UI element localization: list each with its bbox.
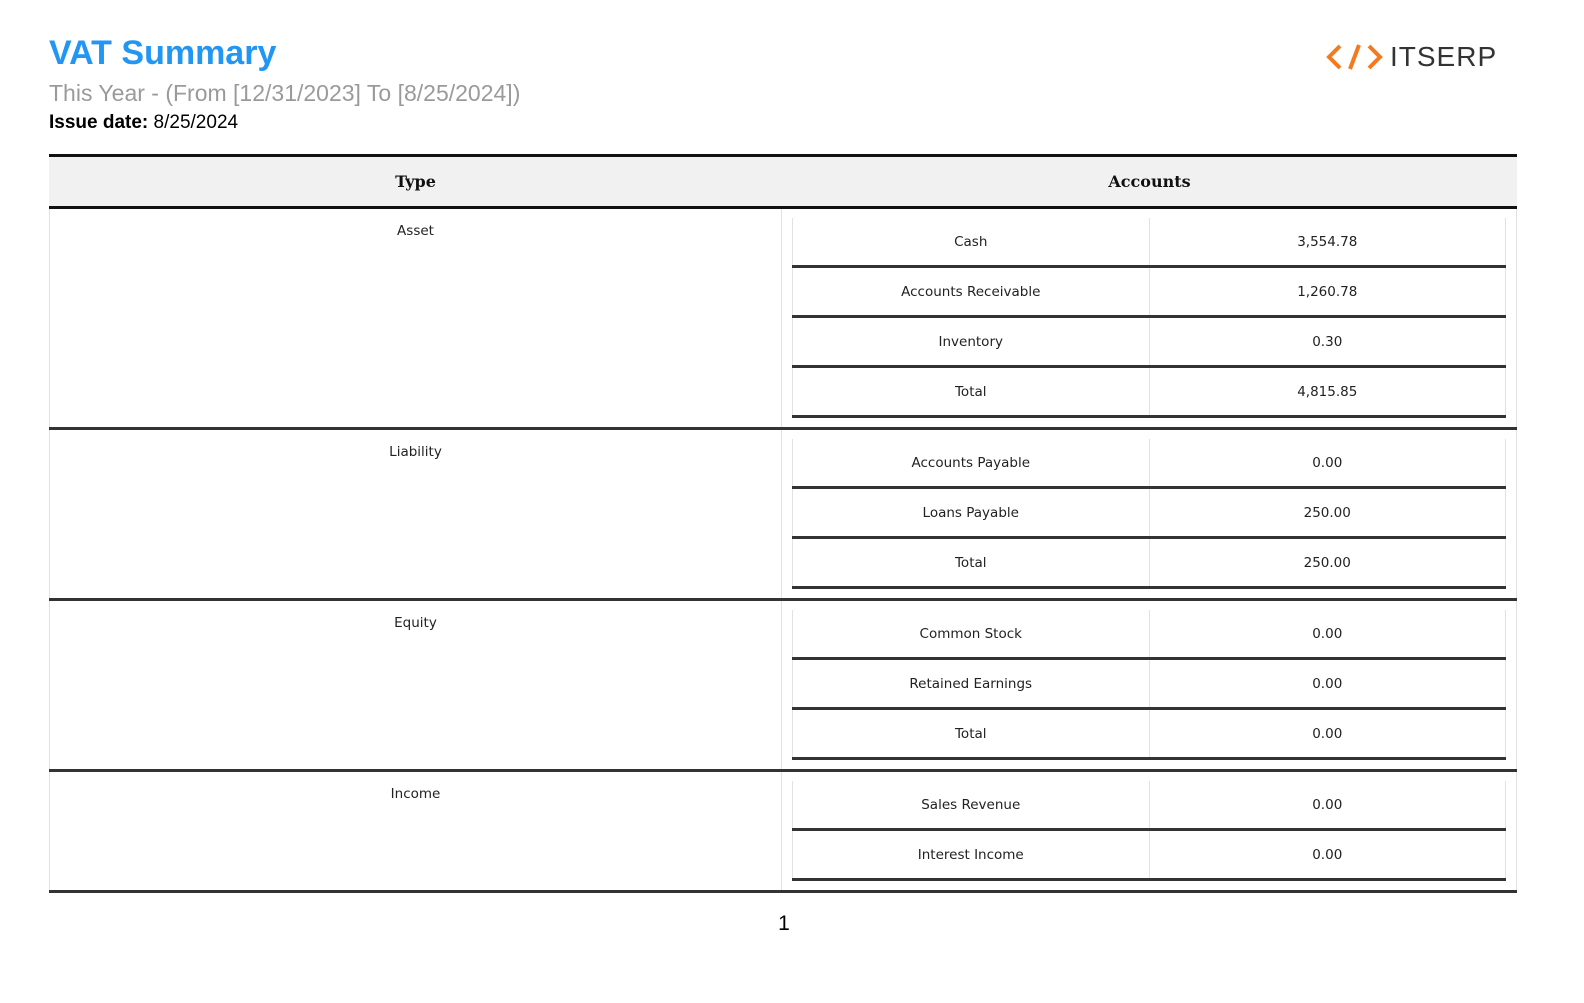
account-group: [49, 209, 1517, 430]
company-logo: [1326, 40, 1497, 74]
group-accounts-cell: [782, 209, 1517, 427]
table-row: [792, 781, 1506, 831]
table-row: [792, 539, 1506, 589]
account-name: Sales Revenue: [792, 781, 1149, 828]
account-value: 3,554.78: [1149, 218, 1507, 265]
table-row: [792, 318, 1506, 368]
account-name: Total: [792, 710, 1149, 757]
account-name: Total: [792, 539, 1149, 586]
group-accounts-cell: [782, 601, 1517, 769]
account-value: 0.00: [1149, 781, 1507, 828]
account-value: 0.00: [1149, 660, 1507, 707]
issue-date-value: 8/25/2024: [153, 112, 239, 133]
group-accounts-cell: [782, 430, 1517, 598]
account-name: Common Stock: [792, 610, 1149, 657]
account-name: Retained Earnings: [792, 660, 1149, 707]
logo-wordmark: ITSERP: [1390, 41, 1498, 72]
table-row: [792, 218, 1506, 268]
page-number: 1: [778, 912, 790, 935]
page-title: VAT Summary: [49, 34, 277, 72]
table-row: [792, 368, 1506, 418]
type-column-header: Type: [395, 172, 436, 191]
table-row: [792, 439, 1506, 489]
table-header: [49, 154, 1517, 209]
table-row: [792, 831, 1506, 881]
account-name: Accounts Receivable: [792, 268, 1149, 315]
account-group: [49, 772, 1517, 893]
group-type-cell: Equity: [49, 601, 782, 769]
account-name: Interest Income: [792, 831, 1149, 878]
account-value: 0.30: [1149, 318, 1507, 365]
account-name: Accounts Payable: [792, 439, 1149, 486]
group-type-cell: Income: [49, 772, 782, 890]
account-name: Inventory: [792, 318, 1149, 365]
account-value: 1,260.78: [1149, 268, 1507, 315]
account-value: 0.00: [1149, 710, 1507, 757]
table-row: [792, 489, 1506, 539]
code-brackets-icon: [1326, 42, 1384, 72]
date-range-subtitle: This Year - (From [12/31/2023] To [8/25/2024]): [49, 80, 521, 106]
accounts-column-header: Accounts: [1108, 172, 1191, 191]
table-row: [792, 710, 1506, 760]
table-row: [792, 660, 1506, 710]
account-value: 250.00: [1149, 539, 1507, 586]
account-value: 0.00: [1149, 610, 1507, 657]
account-group: [49, 430, 1517, 601]
account-name: Cash: [792, 218, 1149, 265]
group-type-cell: Asset: [49, 209, 782, 427]
account-name: Total: [792, 368, 1149, 415]
vat-summary-table: [49, 154, 1517, 893]
account-value: 4,815.85: [1149, 368, 1507, 415]
table-body: [49, 209, 1517, 893]
issue-date-label: Issue date:: [49, 112, 149, 133]
account-name: Loans Payable: [792, 489, 1149, 536]
account-value: 0.00: [1149, 831, 1507, 878]
table-row: [792, 610, 1506, 660]
group-type-cell: Liability: [49, 430, 782, 598]
account-value: 250.00: [1149, 489, 1507, 536]
table-row: [792, 268, 1506, 318]
account-value: 0.00: [1149, 439, 1507, 486]
issue-date: [49, 110, 520, 136]
report-header: [49, 30, 520, 136]
account-group: [49, 601, 1517, 772]
group-accounts-cell: [782, 772, 1517, 890]
